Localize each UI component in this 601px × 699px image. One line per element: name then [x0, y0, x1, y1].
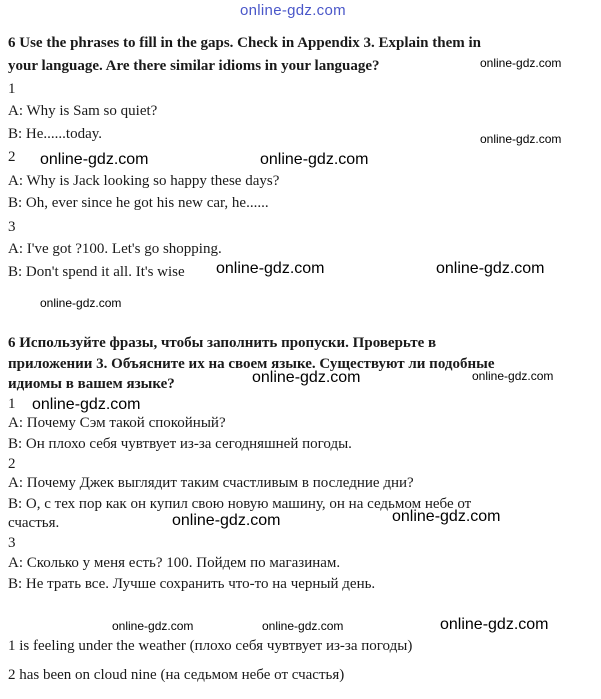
dialogue-line-ru: A: Почему Джек выглядит таким счастливым в последние дни? [8, 475, 414, 491]
item-number-1-en: 1 [8, 81, 16, 97]
dialogue-line-en: A: Why is Jack looking so happy these days? [8, 173, 280, 189]
exercise-heading-ru-line2: приложении 3. Объясните их на своем языке. Существуют ли подобные [8, 356, 495, 372]
exercise-heading-ru-line1: 6 Используйте фразы, чтобы заполнить пропуски. Проверьте в [8, 335, 437, 351]
dialogue-line-ru: B: Он плохо себя чувтвует из-за сегодняшней погоды. [8, 436, 352, 452]
watermark: online-gdz.com [252, 369, 361, 386]
watermark: online-gdz.com [480, 132, 562, 146]
watermark: online-gdz.com [172, 512, 281, 529]
dialogue-line-ru: B: О, с тех пор как он купил свою новую машину, он на седьмом небе от [8, 496, 472, 512]
exercise-heading-en-line1: 6 Use the phrases to fill in the gaps. Check in Appendix 3. Explain them in [8, 35, 481, 51]
item-number-1-ru: 1 [8, 396, 16, 412]
watermark: online-gdz.com [40, 151, 149, 168]
exercise-heading-ru-line3: идиомы в вашем языке? [8, 376, 175, 392]
dialogue-line-ru: A: Почему Сэм такой спокойный? [8, 415, 226, 431]
dialogue-line-en: A: Why is Sam so quiet? [8, 103, 158, 119]
dialogue-line-en: B: He......today. [8, 126, 103, 142]
exercise-heading-en-line2: your language. Are there similar idioms in your language? [8, 58, 380, 74]
dialogue-line-en: A: I've got ?100. Let's go shopping. [8, 241, 222, 257]
watermark: online-gdz.com [260, 151, 369, 168]
item-number-2-en: 2 [8, 149, 16, 165]
watermark: online-gdz.com [436, 260, 545, 277]
item-number-3-en: 3 [8, 219, 16, 235]
watermark-top: online-gdz.com [240, 2, 346, 19]
watermark: online-gdz.com [472, 369, 554, 383]
item-number-3-ru: 3 [8, 535, 16, 551]
watermark: online-gdz.com [216, 260, 325, 277]
watermark: online-gdz.com [480, 56, 562, 70]
answer-2: 2 has been on cloud nine (на седьмом небе от счастья) [8, 667, 345, 683]
dialogue-line-ru: B: Не трать все. Лучше сохранить что-то на черный день. [8, 576, 376, 592]
dialogue-line-ru: A: Сколько у меня есть? 100. Пойдем по магазинам. [8, 555, 341, 571]
watermark: online-gdz.com [440, 616, 549, 633]
answer-1: 1 is feeling under the weather (плохо себя чувтвует из-за погоды) [8, 638, 413, 654]
watermark: online-gdz.com [392, 508, 501, 525]
watermark: online-gdz.com [262, 619, 344, 633]
dialogue-line-en: B: Don't spend it all. It's wise [8, 264, 185, 280]
item-number-2-ru: 2 [8, 456, 16, 472]
watermark: online-gdz.com [40, 296, 122, 310]
watermark: online-gdz.com [112, 619, 194, 633]
dialogue-line-ru: счастья. [8, 515, 60, 531]
watermark: online-gdz.com [32, 396, 141, 413]
dialogue-line-en: B: Oh, ever since he got his new car, he...... [8, 195, 269, 211]
